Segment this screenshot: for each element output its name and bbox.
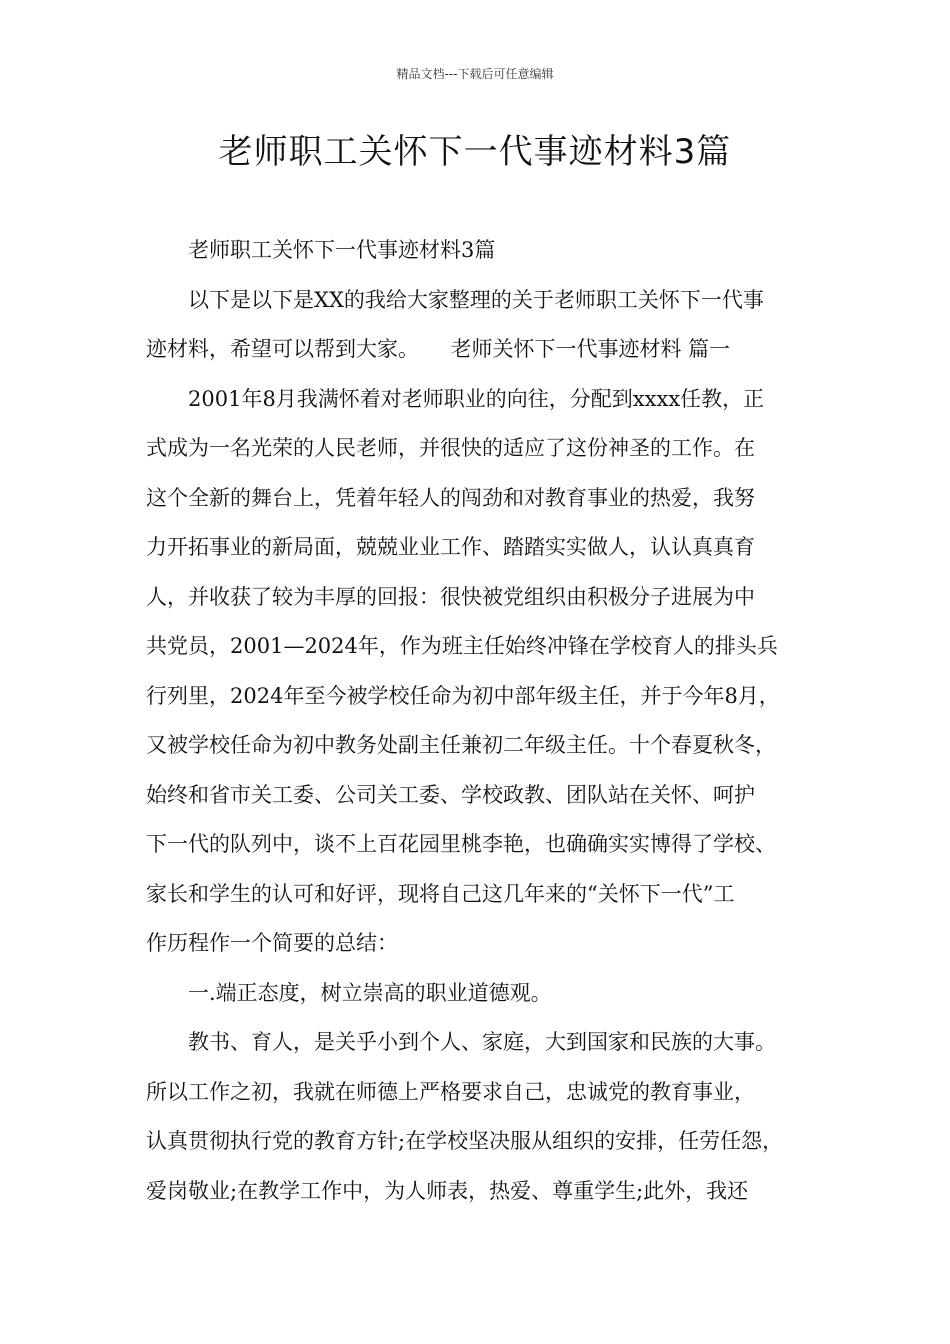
document-title: 老师职工关怀下一代事迹材料3篇 xyxy=(218,132,732,172)
text-line: 以下是以下是XX的我给大家整理的关于老师职工关怀下一代事 xyxy=(188,287,764,312)
document-body xyxy=(146,226,826,1216)
text-line: 下一代的队列中，谈不上百花园里桃李艳，也确确实实博得了学校、 xyxy=(146,832,776,856)
text-line: 人，并收获了较为丰厚的回报：很快被党组织由积极分子进展为中 xyxy=(146,584,755,609)
text-line: 始终和省市关工委、公司关工委、学校政教、团队站在关怀、呵护 xyxy=(146,782,755,807)
text-line: 这个全新的舞台上，凭着年轻人的闯劲和对教育事业的热爱，我努 xyxy=(146,485,755,510)
paragraph-subtitle xyxy=(146,226,826,276)
paragraph-intro xyxy=(146,276,826,375)
text-line: 又被学校任命为初中教务处副主任兼初二年级主任。十个春夏秋冬， xyxy=(146,733,776,757)
text-line: 爱岗敬业;在教学工作中，为人师表，热爱、尊重学生;此外，我还 xyxy=(146,1178,749,1203)
text-line: 共党员，2001—2024年，作为班主任始终冲锋在学校育人的排头兵 xyxy=(146,634,778,658)
text-line: 老师职工关怀下一代事迹材料3篇 xyxy=(188,238,496,262)
paragraph-ethics xyxy=(146,1018,826,1216)
text-line: 认真贯彻执行党的教育方针;在学校坚决服从组织的安排，任劳任怨， xyxy=(146,1129,784,1153)
text-line: 教书、育人，是关乎小到个人、家庭，大到国家和民族的大事。 xyxy=(188,1030,776,1054)
text-line: 行列里，2024年至今被学校任命为初中部年级主任，并于今年8月， xyxy=(146,683,780,708)
text-line: 一.端正态度，树立崇高的职业道德观。 xyxy=(188,980,552,1005)
text-line: 迹材料，希望可以帮到大家。 老师关怀下一代事迹材料 篇一 xyxy=(146,337,731,361)
text-line: 作历程作一个简要的总结： xyxy=(146,931,398,955)
text-line: 力开拓事业的新局面，兢兢业业工作、踏踏实实做人，认认真真育 xyxy=(146,535,755,559)
header-caption: 精品文档---下载后可任意编辑 xyxy=(396,67,554,81)
paragraph-section-heading xyxy=(146,969,826,1019)
paragraph-story xyxy=(146,375,826,969)
text-line: 所以工作之初，我就在师德上严格要求自己，忠诚党的教育事业， xyxy=(146,1079,755,1104)
text-line: 式成为一名光荣的人民老师，并很快的适应了这份神圣的工作。在 xyxy=(146,436,755,460)
text-line: 家长和学生的认可和好评，现将自己这几年来的“关怀下一代”工 xyxy=(146,881,735,906)
page-header xyxy=(0,66,950,82)
text-line: 2001年8月我满怀着对老师职业的向往，分配到xxxx任教，正 xyxy=(188,386,765,411)
